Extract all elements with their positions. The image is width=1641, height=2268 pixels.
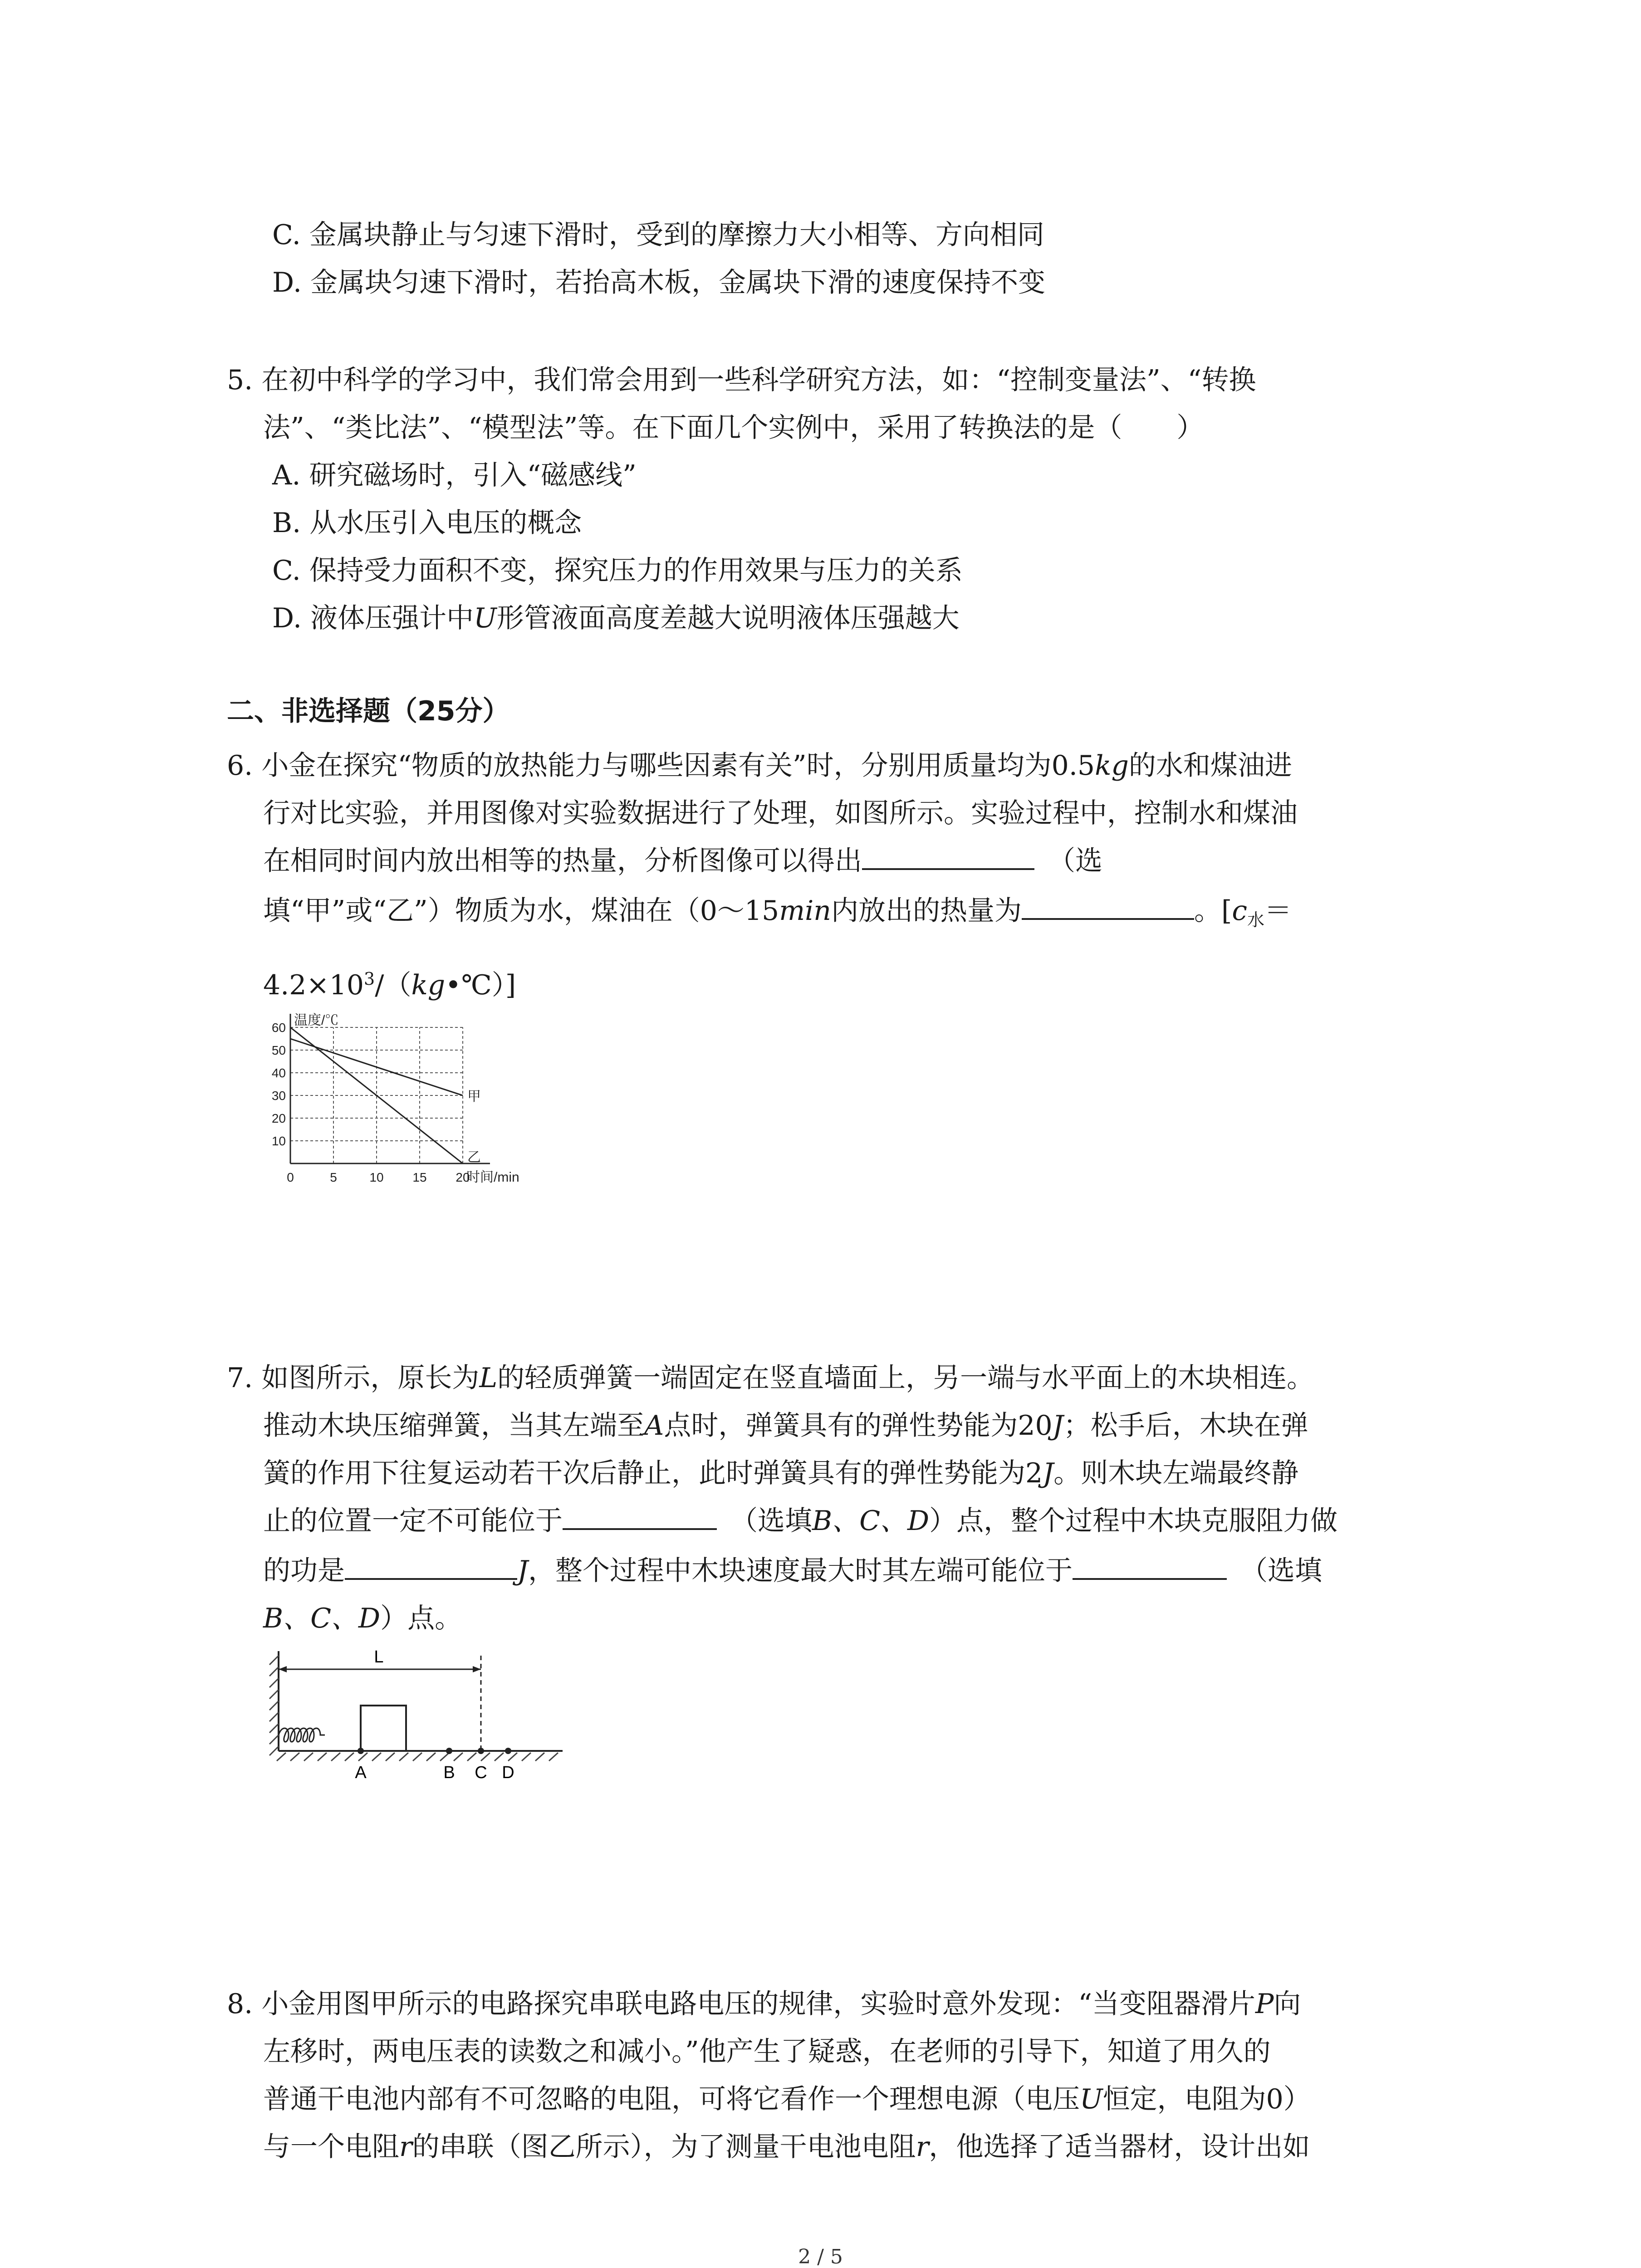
- x-tick-label: 10: [369, 1170, 384, 1184]
- q8-stem-line3: 普通干电池内部有不可忽略的电阻，可将它看作一个理想电源（电压U恒定，电阻为0）: [263, 2083, 1311, 2115]
- chart-labels: [272, 1013, 519, 1185]
- y-axis-label: 温度/℃: [294, 1013, 339, 1028]
- answer-blank-3[interactable]: [563, 1499, 717, 1530]
- point-label-d: D: [502, 1763, 514, 1782]
- page-number: 2 / 5: [798, 2245, 843, 2268]
- q6-stem-line1: 6. 小金在探究“物质的放热能力与哪些因素有关”时，分别用质量均为0.5kg的水和煤油进: [227, 750, 1292, 782]
- spring-block-figure: [263, 1642, 590, 1787]
- y-tick-label: 20: [271, 1111, 286, 1125]
- point-c: [478, 1748, 484, 1754]
- x-tick-label: 0: [287, 1170, 294, 1184]
- spring: [279, 1728, 325, 1742]
- wooden-block: [361, 1706, 406, 1751]
- q6-stem-line5: $4.2\times 10^3/(kg•℃)$]: [263, 969, 516, 1001]
- length-label: L: [374, 1647, 384, 1667]
- q8-stem-line4: 与一个电阻r的串联（图乙所示），为了测量干电池电阻r，他选择了适当器材，设计出如: [263, 2131, 1310, 2163]
- answer-blank-4[interactable]: [345, 1549, 517, 1580]
- x-tick-label: 20: [456, 1170, 470, 1184]
- series-label-2: 乙: [467, 1150, 481, 1165]
- q5-stem-line1: 5. 在初中科学的学习中，我们常会用到一些科学研究方法，如：“控制变量法”、“转换: [227, 364, 1256, 396]
- q4-option-d: D. 金属块匀速下滑时，若抬高木板，金属块下滑的速度保持不变: [272, 267, 1046, 298]
- q5-stem-line2: 法”、“类比法”、“模型法”等。在下面几个实例中，采用了转换法的是（ ）: [263, 412, 1204, 444]
- answer-blank-2[interactable]: [1022, 889, 1194, 920]
- y-tick-label: 30: [271, 1089, 286, 1103]
- q5-option-c: C. 保持受力面积不变，探究压力的作用效果与压力的关系: [272, 555, 963, 587]
- y-tick-label: 60: [271, 1021, 286, 1035]
- point-d: [505, 1748, 511, 1754]
- series-label-1: 甲: [467, 1089, 481, 1104]
- q7-stem-line5: 的功是 J，整个过程中木块速度最大时其左端可能位于 （选填: [263, 1549, 1322, 1593]
- q7-stem-line1: 7. 如图所示，原长为L的轻质弹簧一端固定在竖直墙面上，另一端与水平面上的木块相连。: [227, 1362, 1314, 1394]
- y-tick-label: 10: [271, 1134, 286, 1148]
- q8-stem-line1: 8. 小金用图甲所示的电路探究串联电路电压的规律，实验时意外发现：“当变阻器滑片P向: [227, 1988, 1301, 2020]
- q6-stem-line4: 填“甲”或“乙”）物质为水，煤油在（0～15min内放出的热量为 。[$c_水=$: [263, 889, 1292, 942]
- section-heading: 二、非选择题（25分）: [227, 695, 510, 727]
- answer-blank-1[interactable]: [862, 839, 1034, 870]
- q8-stem-line2: 左移时，两电压表的读数之和减小。”他产生了疑惑，在老师的引导下，知道了用久的: [263, 2036, 1271, 2068]
- q7-stem-line2: 推动木块压缩弹簧，当其左端至A点时，弹簧具有的弹性势能为20J；松手后，木块在弹: [263, 1410, 1308, 1442]
- point-label-c: C: [475, 1763, 487, 1782]
- q7-stem-line6: B、C、D）点。: [263, 1603, 462, 1634]
- q5-option-a: A. 研究磁场时，引入“磁感线”: [272, 459, 637, 491]
- q5-option-b: B. 从水压引入电压的概念: [272, 507, 582, 539]
- q6-stem-line3: 在相同时间内放出相等的热量，分析图像可以得出 （选: [263, 839, 1102, 883]
- q6-stem-line2: 行对比实验，并用图像对实验数据进行了处理，如图所示。实验过程中，控制水和煤油: [263, 797, 1298, 829]
- y-tick-label: 50: [271, 1043, 286, 1057]
- q7-stem-line4: 止的位置一定不可能位于 （选填B、C、D）点，整个过程中木块克服阻力做: [263, 1499, 1337, 1543]
- point-label-a: A: [355, 1763, 367, 1782]
- y-tick-label: 40: [271, 1066, 286, 1080]
- wall: [269, 1651, 279, 1755]
- x-tick-label: 5: [330, 1170, 337, 1184]
- x-tick-label: 15: [412, 1170, 427, 1184]
- q5-option-d: D. 液体压强计中U形管液面高度差越大说明液体压强越大: [272, 602, 960, 634]
- x-axis-label: 时间/min: [466, 1170, 519, 1185]
- floor: [277, 1751, 563, 1761]
- point-a: [358, 1748, 364, 1754]
- q4-option-c: C. 金属块静止与匀速下滑时，受到的摩擦力大小相等、方向相同: [272, 219, 1044, 251]
- q7-stem-line3: 簧的作用下往复运动若干次后静止，此时弹簧具有的弹性势能为2J。则木块左端最终静: [263, 1457, 1299, 1489]
- answer-blank-5[interactable]: [1073, 1549, 1227, 1580]
- point-label-b: B: [443, 1763, 455, 1782]
- point-b: [446, 1748, 452, 1754]
- temperature-time-chart: [263, 1005, 563, 1195]
